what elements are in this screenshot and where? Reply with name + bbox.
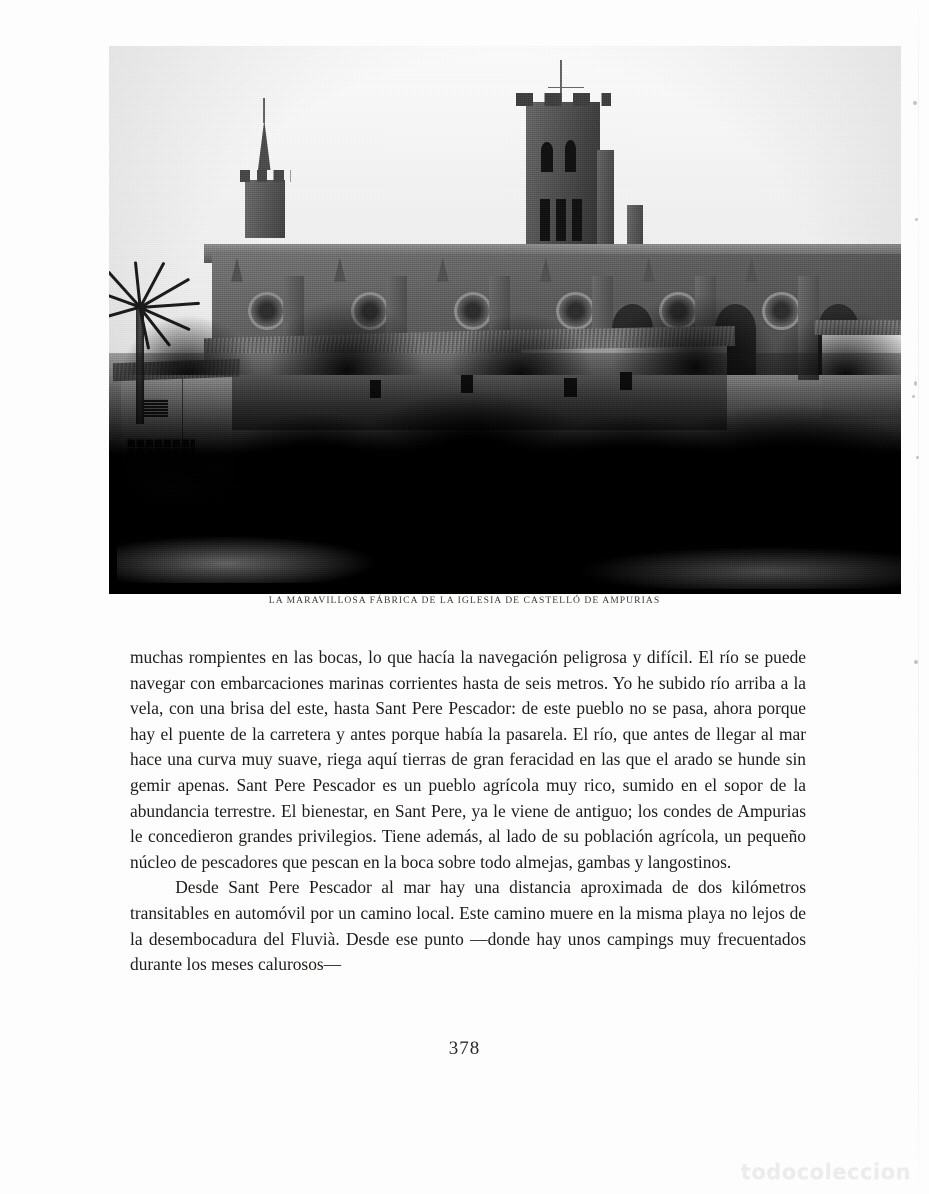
secondary-turret	[245, 180, 285, 238]
scan-speck	[915, 218, 918, 221]
secondary-turret-crenellation	[240, 170, 291, 182]
ground-highlight	[568, 545, 901, 589]
scan-speck	[912, 395, 915, 398]
page-number: 378	[448, 1038, 481, 1059]
body-text-block	[130, 645, 806, 978]
photograph-image	[109, 46, 901, 594]
lightning-rod-cross	[548, 87, 584, 88]
paragraph: muchas rompientes en las bocas, lo que hacía la navegación peligrosa y difícil. El río se puede navegar con embarcaciones marinas corrientes hasta de seis metros. Yo he subido río arriba a la vela, con una brisa del este, hasta Sant Pere Pescador: de este pueblo no se pasa, ahora porque hay el puente de la carretera y antes porque había la pasarela. El río, que antes de llegar al mar hace una curva muy suave, riega aquí tierras de gran feracidad en las que el arado se hunde sin gemir apenas. Sant Pere Pescador es un pueblo agrícola muy rico, sumido en el sopor de la abundancia terrestre. El bienestar, en Sant Pere, ya le viene de antiguo; los condes de Ampurias le concedieron grandes privilegios. Tiene además, al lado de su población agrícola, un pequeño núcleo de pescadores que pescan en la boca sobre todo almejas, gambas y langostinos.	[130, 647, 806, 872]
tower-window	[541, 142, 553, 172]
scan-speck	[914, 660, 918, 664]
tower-window	[565, 140, 576, 172]
scan-speck	[914, 381, 917, 386]
paragraph: Desde Sant Pere Pescador al mar hay una distancia aproximada de dos kilómetros transitables en automóvil por un camino local. Este camino muere en la misma playa no lejos de la desembocadura del Fluvià. Desde ese punto —donde hay unos campings muy frecuentados durante los meses calurosos—	[130, 877, 806, 975]
figure-caption: LA MARAVILLOSA FÁBRICA DE LA IGLESIA DE CASTELLÓ DE AMPURIAS	[268, 595, 661, 606]
scan-speck	[916, 456, 919, 459]
watermark: todocoleccion	[740, 1160, 911, 1184]
spire-mast	[263, 98, 265, 123]
figure-photograph	[109, 46, 901, 594]
ground-highlight	[117, 534, 386, 583]
scan-speck	[913, 101, 917, 105]
tower-crenellation	[516, 93, 611, 106]
